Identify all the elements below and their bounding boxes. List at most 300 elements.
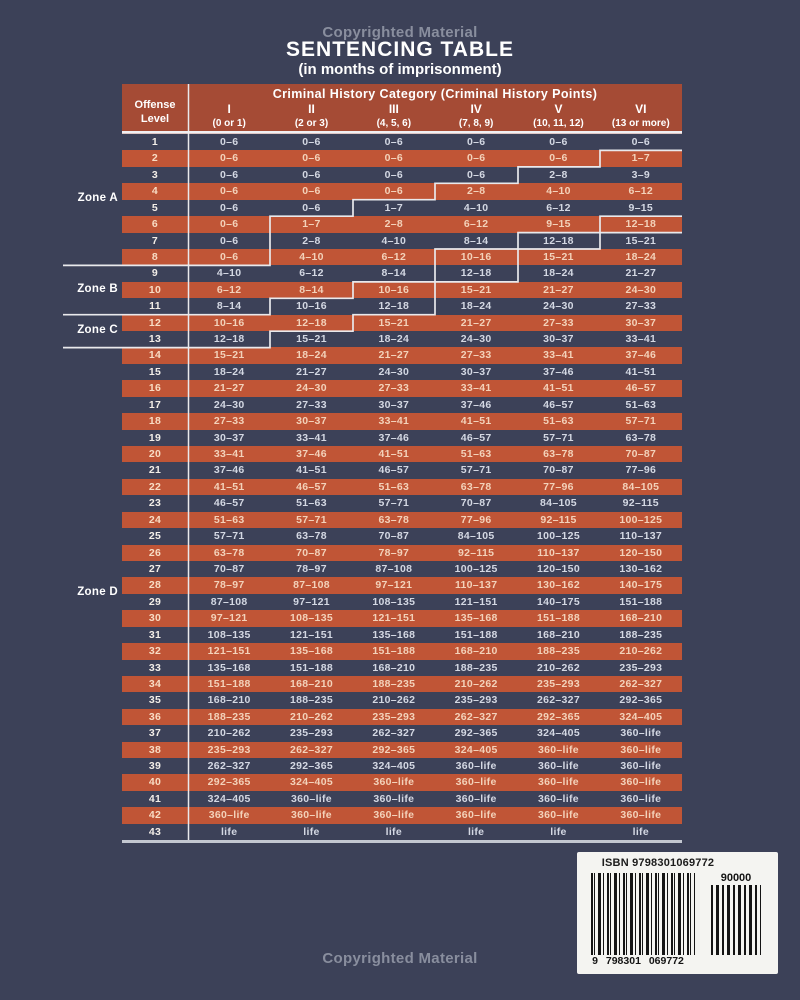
table-row: [122, 233, 682, 249]
sentence-range-cell: 120–150: [536, 562, 580, 575]
sentence-range-cell: 262–327: [619, 677, 663, 690]
table-body: [122, 134, 682, 840]
sentence-range-cell: 18–24: [296, 349, 327, 362]
sentence-range-cell: 360–life: [538, 760, 579, 773]
sentence-range-cell: 210–262: [619, 645, 663, 658]
sentence-range-cell: 292–365: [536, 710, 580, 723]
column-numeral: II: [308, 102, 315, 116]
sentence-range-cell: 9–15: [546, 218, 571, 231]
table-row: [122, 824, 682, 840]
zone-d-label: Zone D: [77, 586, 118, 598]
table-row: [122, 380, 682, 396]
sentence-range-cell: 235–293: [207, 743, 251, 756]
sentence-range-cell: 168–210: [619, 612, 663, 625]
sentence-range-cell: 33–41: [543, 349, 574, 362]
table-row: [122, 315, 682, 331]
table-row: [122, 774, 682, 790]
sentence-range-cell: 46–57: [213, 497, 245, 510]
sentence-range-cell: 360–life: [455, 809, 497, 822]
table-row: [122, 758, 682, 774]
sentence-range-cell: 360–life: [620, 760, 662, 773]
sentence-range-cell: 360–life: [620, 809, 662, 822]
offense-header-line2: Level: [140, 113, 170, 125]
sentence-range-cell: 0–6: [219, 136, 239, 148]
sentence-range-cell: 41–51: [378, 448, 410, 461]
offense-level-cell: 12: [148, 316, 162, 329]
sentence-range-cell: 51–63: [543, 415, 574, 428]
sentence-range-cell: 15–21: [296, 333, 327, 346]
table-row: [122, 528, 682, 544]
column-numeral: I: [227, 102, 231, 116]
sentence-range-cell: 135–168: [454, 612, 498, 625]
offense-level-cell: 19: [148, 431, 162, 444]
table-row: [122, 627, 682, 643]
sentence-range-cell: 6–12: [216, 283, 242, 296]
table-row: [122, 660, 682, 676]
sentence-range-cell: 4–10: [463, 201, 489, 214]
sentence-range-cell: 33–41: [213, 448, 245, 461]
offense-level-cell: 20: [148, 448, 162, 461]
offense-level-cell: 31: [148, 628, 162, 641]
sentence-range-cell: 121–151: [454, 595, 498, 608]
column-points: (7, 8, 9): [458, 118, 494, 129]
table-row: [122, 692, 682, 708]
table-row: [122, 807, 682, 823]
sentence-range-cell: 15–21: [625, 234, 657, 247]
sentence-range-cell: 78–97: [213, 579, 245, 592]
sentence-range-cell: 77–96: [460, 513, 492, 526]
sentence-range-cell: 0–6: [219, 234, 239, 247]
sentence-range-cell: 360–life: [455, 776, 497, 789]
sentence-range-cell: 87–108: [375, 562, 413, 575]
sentence-range-cell: 21–27: [625, 267, 657, 280]
sentence-range-cell: 235–293: [536, 677, 580, 690]
sentence-range-cell: 0–6: [219, 168, 239, 181]
sentence-range-cell: 360–life: [373, 792, 415, 805]
sentence-range-cell: 324–405: [536, 727, 580, 740]
sentence-range-cell: 168–210: [290, 677, 333, 690]
sentence-range-cell: 27–33: [213, 415, 245, 428]
sentence-range-cell: 30–37: [378, 398, 410, 411]
sentence-range-cell: 18–24: [460, 300, 492, 313]
sentence-range-cell: 33–41: [625, 333, 657, 346]
offense-level-cell: 33: [148, 661, 162, 674]
sentence-range-cell: 292–365: [619, 694, 663, 707]
sentence-range-cell: 30–37: [213, 431, 245, 444]
offense-header-line1: Offense: [134, 99, 176, 111]
sentence-range-cell: 27–33: [460, 349, 492, 362]
sentence-range-cell: 262–327: [536, 694, 580, 707]
sentence-range-cell: 0–6: [466, 168, 486, 181]
sentence-range-cell: 41–51: [460, 415, 492, 428]
sentence-range-cell: 27–33: [378, 382, 410, 395]
sentence-range-cell: 78–97: [296, 562, 327, 575]
offense-level-cell: 30: [148, 612, 162, 625]
table-row: [122, 479, 682, 495]
sentence-range-cell: 33–41: [296, 431, 327, 444]
sentence-range-cell: 360–life: [538, 792, 579, 805]
sentence-range-cell: 12–18: [625, 218, 657, 231]
sentence-range-cell: 92–115: [458, 546, 495, 559]
offense-level-cell: 25: [148, 530, 162, 543]
table-row: [122, 265, 682, 281]
table-row: [122, 364, 682, 380]
sentence-range-cell: 77–96: [625, 464, 657, 477]
offense-level-cell: 16: [148, 382, 162, 395]
sentence-range-cell: 0–6: [466, 136, 486, 148]
sentence-range-cell: 121–151: [372, 612, 416, 625]
column-numeral: III: [388, 102, 399, 116]
column-header: [600, 103, 682, 130]
sentence-range-cell: 10–16: [378, 283, 410, 296]
offense-level-cell: 7: [151, 234, 159, 247]
sentence-range-cell: 0–6: [549, 136, 568, 148]
offense-level-cell: 5: [151, 201, 159, 214]
sentence-range-cell: 360–life: [620, 792, 662, 805]
table-row: [122, 791, 682, 807]
sentence-range-cell: 30–37: [460, 365, 492, 378]
offense-level-cell: 43: [148, 825, 162, 838]
sentence-range-cell: 210–262: [290, 710, 333, 723]
sentence-range-cell: 27–33: [625, 300, 657, 313]
sentence-range-cell: 135–168: [372, 628, 416, 641]
sentence-range-cell: 121–151: [290, 628, 333, 641]
sentence-range-cell: 21–27: [460, 316, 492, 329]
sentence-range-cell: 87–108: [210, 595, 248, 608]
sentence-range-cell: 84–105: [540, 497, 577, 510]
sentence-range-cell: 188–235: [454, 661, 498, 674]
sentence-range-cell: 3–9: [631, 168, 651, 181]
sentence-range-cell: 84–105: [622, 480, 660, 493]
sentence-range-cell: 235–293: [619, 661, 663, 674]
offense-level-cell: 29: [148, 595, 162, 608]
table-row: [122, 331, 682, 347]
sentence-range-cell: life: [467, 825, 485, 838]
table-row: [122, 610, 682, 626]
sentence-range-cell: 135–168: [207, 661, 251, 674]
offense-level-cell: 34: [148, 677, 162, 690]
sentence-range-cell: 0–6: [384, 136, 404, 148]
sentence-range-cell: life: [632, 825, 649, 838]
table-row: [122, 561, 682, 577]
offense-level-cell: 28: [148, 579, 162, 592]
barcode-digits: 9 798301 069772: [592, 955, 684, 967]
sentence-range-cell: 57–71: [625, 415, 657, 428]
sentence-range-cell: 8–14: [299, 283, 324, 296]
sentence-range-cell: 0–6: [549, 152, 568, 165]
offense-level-cell: 35: [148, 694, 162, 707]
sentence-range-cell: 0–6: [302, 168, 321, 181]
sentence-range-cell: 140–175: [536, 595, 580, 608]
offense-level-cell: 27: [148, 562, 162, 575]
sentence-range-cell: 57–71: [213, 530, 245, 543]
table-row: [122, 725, 682, 741]
offense-level-cell: 3: [151, 168, 159, 181]
sentence-range-cell: 0–6: [302, 201, 321, 214]
sentence-range-cell: 63–78: [625, 431, 657, 444]
offense-level-cell: 26: [148, 546, 162, 559]
copyright-watermark-bottom: Copyrighted Material: [322, 950, 478, 967]
sentence-range-cell: 0–6: [219, 152, 239, 165]
sentence-range-cell: 130–162: [619, 562, 663, 575]
sentence-range-cell: 57–71: [378, 497, 410, 510]
sentence-range-cell: 324–405: [207, 792, 251, 805]
sentence-range-cell: 1–7: [631, 152, 651, 165]
table-row: [122, 742, 682, 758]
sentence-range-cell: 360–life: [291, 792, 332, 805]
sentence-range-cell: 1–7: [384, 201, 404, 214]
sentence-range-cell: 1–7: [302, 218, 321, 231]
table-row: [122, 397, 682, 413]
offense-level-cell: 38: [148, 743, 162, 756]
sentence-range-cell: 37–46: [625, 349, 657, 362]
sentence-range-cell: 21–27: [543, 283, 574, 296]
sentence-range-cell: 63–78: [460, 480, 492, 493]
table-row: [122, 577, 682, 593]
sentence-range-cell: 262–327: [454, 710, 498, 723]
sentence-range-cell: 21–27: [296, 365, 327, 378]
sentence-range-cell: 46–57: [296, 480, 327, 493]
table-row: [122, 643, 682, 659]
sentence-range-cell: 151–188: [619, 595, 663, 608]
sentence-range-cell: 235–293: [372, 710, 416, 723]
sentence-range-cell: 97–121: [210, 612, 248, 625]
table-row: [122, 150, 682, 166]
offense-level-cell: 37: [148, 727, 162, 740]
sentence-range-cell: 63–78: [296, 530, 327, 543]
sentence-range-cell: 12–18: [378, 300, 410, 313]
offense-level-cell: 41: [148, 792, 162, 805]
column-points: (13 or more): [611, 118, 670, 129]
sentence-range-cell: 12–18: [296, 316, 327, 329]
barcode-addon-number: 90000: [720, 872, 752, 884]
sentence-range-cell: 57–71: [460, 464, 492, 477]
sentence-range-cell: 70–87: [625, 448, 657, 461]
offense-level-cell: 14: [148, 349, 162, 362]
sentence-range-cell: 360–life: [620, 776, 662, 789]
sentence-range-cell: 151–188: [290, 661, 333, 674]
offense-level-cell: 42: [148, 809, 162, 822]
sentence-range-cell: 33–41: [378, 415, 410, 428]
offense-level-cell: 39: [148, 760, 162, 773]
offense-level-cell: 2: [151, 152, 159, 165]
sentence-range-cell: 24–30: [460, 333, 492, 346]
sentence-range-cell: 360–life: [373, 776, 415, 789]
sentence-range-cell: 2–8: [466, 185, 486, 198]
sentence-range-cell: 292–365: [372, 743, 416, 756]
sentence-range-cell: 360–life: [373, 809, 415, 822]
sentence-range-cell: 78–97: [378, 546, 410, 559]
sentence-range-cell: 41–51: [625, 365, 657, 378]
sentence-range-cell: 100–125: [454, 562, 498, 575]
offense-level-cell: 8: [151, 250, 159, 263]
addon-barcode: [711, 885, 761, 955]
table-header: [122, 84, 682, 134]
sentence-range-cell: 51–63: [460, 448, 492, 461]
sentence-range-cell: 0–6: [466, 152, 486, 165]
sentence-range-cell: 24–30: [213, 398, 245, 411]
table-row: [122, 512, 682, 528]
sentence-range-cell: 18–24: [213, 365, 245, 378]
sentence-range-cell: life: [385, 825, 402, 838]
sentence-range-cell: 24–30: [625, 283, 657, 296]
offense-level-cell: 17: [148, 398, 162, 411]
sentence-range-cell: 262–327: [290, 743, 333, 756]
sentence-range-cell: 151–188: [372, 645, 416, 658]
table-row: [122, 462, 682, 478]
sentence-range-cell: 235–293: [454, 694, 498, 707]
sentence-range-cell: 63–78: [543, 448, 574, 461]
offense-level-cell: 6: [151, 218, 159, 231]
sentence-range-cell: 24–30: [296, 382, 327, 395]
sentence-range-cell: 30–37: [625, 316, 657, 329]
sentence-range-cell: 324–405: [372, 760, 416, 773]
sentence-range-cell: 168–210: [372, 661, 416, 674]
sentence-range-cell: 41–51: [543, 382, 574, 395]
sentence-range-cell: 27–33: [543, 316, 574, 329]
sentence-range-cell: 92–115: [540, 513, 577, 526]
sentence-range-cell: 70–87: [460, 497, 492, 510]
table-row: [122, 216, 682, 232]
table-row: [122, 495, 682, 511]
offense-level-cell: 24: [148, 513, 162, 526]
sentence-range-cell: 0–6: [384, 168, 404, 181]
offense-level-cell: 10: [148, 283, 162, 296]
column-points: (0 or 1): [212, 118, 246, 129]
sentence-range-cell: 70–87: [543, 464, 574, 477]
zone-a-label: Zone A: [77, 192, 118, 204]
sentence-range-cell: 46–57: [460, 431, 492, 444]
sentence-range-cell: 121–151: [207, 645, 251, 658]
sentence-range-cell: 360–life: [538, 743, 579, 756]
table-row: [122, 676, 682, 692]
sentence-range-cell: 51–63: [296, 497, 327, 510]
sentence-range-cell: 10–16: [296, 300, 327, 313]
sentence-range-cell: 51–63: [213, 513, 245, 526]
sentence-range-cell: 151–188: [454, 628, 498, 641]
sentence-range-cell: 6–12: [299, 267, 324, 280]
table-row: [122, 282, 682, 298]
sentence-range-cell: 24–30: [378, 365, 410, 378]
sentence-range-cell: 46–57: [625, 382, 657, 395]
sentence-range-cell: 6–12: [463, 218, 489, 231]
sentence-range-cell: 135–168: [290, 645, 333, 658]
sentence-range-cell: 30–37: [543, 333, 574, 346]
zone-c-label: Zone C: [77, 324, 118, 336]
sentence-range-cell: 18–24: [625, 250, 657, 263]
sentence-range-cell: 37–46: [213, 464, 245, 477]
sentence-range-cell: 57–71: [296, 513, 327, 526]
sentence-range-cell: 8–14: [381, 267, 407, 280]
sentence-range-cell: 360–life: [291, 809, 332, 822]
sentence-range-cell: 21–27: [378, 349, 410, 362]
sentence-range-cell: 100–125: [619, 513, 663, 526]
sentence-range-cell: 12–18: [460, 267, 492, 280]
sentence-range-cell: 108–135: [372, 595, 416, 608]
sentence-range-cell: 4–10: [216, 267, 242, 280]
sentence-range-cell: 4–10: [381, 234, 407, 247]
sentence-range-cell: 77–96: [543, 480, 574, 493]
sentence-range-cell: 292–365: [290, 760, 333, 773]
table-row: [122, 200, 682, 216]
sentence-range-cell: 168–210: [207, 694, 251, 707]
sentence-range-cell: 360–life: [620, 727, 662, 740]
sentence-range-cell: 37–46: [296, 448, 327, 461]
table-row: [122, 430, 682, 446]
sentence-range-cell: 360–life: [620, 743, 662, 756]
offense-level-cell: 9: [151, 267, 159, 280]
column-header: [188, 103, 270, 130]
sentence-range-cell: 292–365: [454, 727, 498, 740]
offense-level-cell: 21: [148, 464, 162, 477]
sentence-range-cell: 24–30: [543, 300, 574, 313]
page-subtitle: (in months of imprisonment): [298, 61, 502, 78]
sentence-range-cell: 10–16: [213, 316, 245, 329]
sentence-range-cell: 0–6: [219, 201, 239, 214]
column-header: [353, 103, 435, 130]
sentence-range-cell: 188–235: [619, 628, 663, 641]
sentence-range-cell: 110–137: [454, 579, 498, 592]
sentence-range-cell: 0–6: [384, 152, 404, 165]
offense-level-cell: 18: [148, 415, 162, 428]
column-header: [435, 103, 517, 130]
sentence-range-cell: 210–262: [536, 661, 580, 674]
column-header: [270, 103, 352, 130]
ean-barcode: [591, 873, 695, 955]
sentence-range-cell: 9–15: [628, 201, 654, 214]
sentence-range-cell: 0–6: [302, 185, 321, 198]
sentence-range-cell: 46–57: [543, 398, 574, 411]
sentence-range-cell: 84–105: [457, 530, 495, 543]
sentence-range-cell: 10–16: [460, 250, 492, 263]
table-row: [122, 709, 682, 725]
sentence-range-cell: 97–121: [375, 579, 413, 592]
sentence-range-cell: 292–365: [207, 776, 251, 789]
offense-level-cell: 22: [148, 480, 162, 493]
offense-level-cell: 15: [148, 365, 162, 378]
sentence-range-cell: 210–262: [207, 727, 251, 740]
sentence-range-cell: 188–235: [207, 710, 251, 723]
sentence-range-cell: 0–6: [219, 218, 239, 231]
sentence-range-cell: 63–78: [378, 513, 410, 526]
sentence-range-cell: 18–24: [378, 333, 410, 346]
sentence-range-cell: 108–135: [207, 628, 251, 641]
offense-level-cell: 32: [148, 645, 162, 658]
sentence-range-cell: 360–life: [455, 792, 497, 805]
criminal-history-header: Criminal History Category (Criminal History Points): [272, 87, 598, 101]
sentence-range-cell: 360–life: [208, 809, 250, 822]
sentence-range-cell: 57–71: [543, 431, 574, 444]
sentence-range-cell: 8–14: [216, 300, 242, 313]
sentence-range-cell: 70–87: [296, 546, 327, 559]
table-row: [122, 249, 682, 265]
offense-level-cell: 1: [151, 136, 159, 148]
table-row: [122, 594, 682, 610]
sentence-range-cell: 100–125: [536, 530, 580, 543]
sentence-range-cell: 210–262: [372, 694, 416, 707]
sentence-range-cell: 140–175: [619, 579, 663, 592]
offense-level-cell: 13: [148, 333, 162, 346]
sentence-range-cell: 360–life: [538, 809, 579, 822]
table-row: [122, 413, 682, 429]
sentence-range-cell: 51–63: [625, 398, 657, 411]
sentence-range-cell: 130–162: [536, 579, 580, 592]
table-row: [122, 298, 682, 314]
sentence-range-cell: 235–293: [290, 727, 333, 740]
offense-level-cell: 4: [151, 185, 159, 198]
sentence-range-cell: 51–63: [378, 480, 410, 493]
sentence-range-cell: 120–150: [619, 546, 663, 559]
